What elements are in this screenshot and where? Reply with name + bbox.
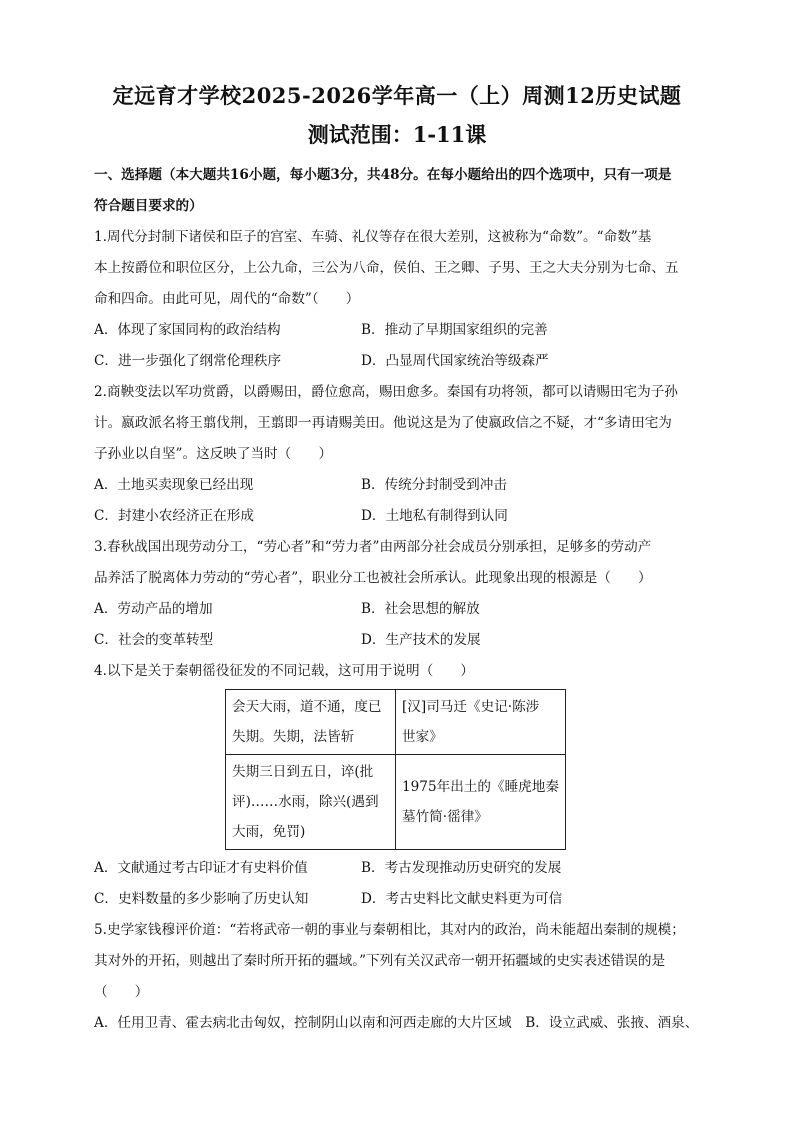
option-b[interactable]: B．社会思想的解放 <box>361 601 480 617</box>
option-c[interactable]: C．史料数量的多少影响了历史认知 <box>94 891 309 907</box>
table-row <box>226 690 566 755</box>
question-2-options-row1 <box>94 470 700 501</box>
question-4 <box>94 656 700 915</box>
option-a[interactable]: A．文献通过考古印证才有史料价值 <box>94 860 308 876</box>
option-a[interactable]: A．劳动产品的增加 <box>94 601 213 617</box>
question-5 <box>94 915 700 1039</box>
table-cell <box>396 755 566 850</box>
cell-line: 失期三日到五日，谇(批 <box>232 764 374 780</box>
cell-line: 1975年出土的《睡虎地秦 <box>402 779 559 795</box>
question-1-line: 命和四命。由此可见，周代的“命数”（ ） <box>94 291 360 307</box>
table-cell <box>226 755 396 850</box>
question-5-line: （ ） <box>94 984 149 1000</box>
question-1-options-row2 <box>94 346 700 377</box>
question-2-line: 2.商鞅变法以军功赏爵，以爵赐田，爵位愈高，赐田愈多。秦国有功将领，都可以请赐田宅为子孙 <box>94 384 678 400</box>
option-c[interactable]: C．进一步强化了纲常伦理秩序 <box>94 353 282 369</box>
question-5-line: 其对外的开拓，则越出了秦时所开拓的疆域。”下列有关汉武帝一朝开拓疆域的史实表述错误的是 <box>94 953 666 969</box>
section-heading-line2: 符合题目要求的） <box>94 198 203 214</box>
question-2-line: 子孙业以自坚”。这反映了当时（ ） <box>94 446 333 462</box>
table-cell <box>226 690 396 755</box>
option-d[interactable]: D．土地私有制得到认同 <box>361 508 508 524</box>
question-2-options-row2 <box>94 501 700 532</box>
question-5-line: 5.史学家钱穆评价道：“若将武帝一朝的事业与秦朝相比，其对内的政治，尚未能超出秦制的规模； <box>94 922 685 938</box>
option-d[interactable]: D．凸显周代国家统治等级森严 <box>361 353 549 369</box>
option-c[interactable]: C．封建小农经济正在形成 <box>94 508 254 524</box>
section-heading-line1: 一、选择题（本大题共16小题，每小题3分，共48分。在每小题给出的四个选项中，只有一项是 <box>94 167 672 183</box>
option-a[interactable]: A．体现了家国同构的政治结构 <box>94 322 281 338</box>
question-3-line: 3.春秋战国出现劳动分工，“劳心者”和“劳力者”由两部分社会成员分别承担，足够多的劳动产 <box>94 539 652 555</box>
question-3 <box>94 532 700 656</box>
question-1-options-row1 <box>94 315 700 346</box>
question-1-line: 本上按爵位和职位区分，上公九命，三公为八命，侯伯、王之卿、子男、王之大夫分别为七命、五 <box>94 260 679 276</box>
option-b[interactable]: B．传统分封制受到冲击 <box>361 477 507 493</box>
option-b[interactable]: B．推动了早期国家组织的完善 <box>361 322 548 338</box>
page-title: 定远育才学校2025-2026学年高一（上）周测12历史试题 <box>112 83 682 108</box>
option-c[interactable]: C．社会的变革转型 <box>94 632 214 648</box>
option-d[interactable]: D．生产技术的发展 <box>361 632 481 648</box>
page-subtitle: 测试范围：1-11课 <box>307 122 487 147</box>
question-2-line: 计。嬴政派名将王翦伐荆，王翦即一再请赐美田。他说这是为了使嬴政信之不疑，才“多请田宅为 <box>94 415 672 431</box>
question-3-line: 品养活了脱离体力劳动的“劳心者”，职业分工也被社会所承认。此现象出现的根源是（ ） <box>94 570 652 586</box>
option-a[interactable]: A．土地买卖现象已经出现 <box>94 477 254 493</box>
cell-line: 会天大雨，道不通，度已 <box>232 699 382 715</box>
cell-line: 墓竹简·徭律》 <box>402 809 488 825</box>
question-4-options-row1 <box>94 853 700 884</box>
table-cell <box>396 690 566 755</box>
question-1-line: 1.周代分封制下诸侯和臣子的宫室、车骑、礼仪等存在很大差别，这被称为“命数”。“命数”基 <box>94 229 652 245</box>
question-4-options-row2 <box>94 884 700 915</box>
option-d[interactable]: D．考古史料比文献史料更为可信 <box>361 891 563 907</box>
question-2 <box>94 377 700 532</box>
cell-line: [汉]司马迁《史记·陈涉 <box>402 699 540 715</box>
cell-line: 评)……水雨，除兴(遇到 <box>232 794 379 810</box>
table-row <box>226 755 566 850</box>
question-3-options-row1 <box>94 594 700 625</box>
exam-content <box>94 160 700 1039</box>
cell-line: 世家》 <box>402 729 443 745</box>
source-table <box>225 689 566 850</box>
question-5-options-row1[interactable]: A．任用卫青、霍去病北击匈奴，控制阴山以南和河西走廊的大片区域 B．设立武威、张掖、酒泉、 <box>94 1015 699 1031</box>
question-1 <box>94 222 700 377</box>
option-b[interactable]: B．考古发现推动历史研究的发展 <box>361 860 562 876</box>
cell-line: 失期。失期，法皆斩 <box>232 729 355 745</box>
question-3-options-row2 <box>94 625 700 656</box>
cell-line: 大雨，免罚) <box>232 824 306 840</box>
question-4-line: 4.以下是关于秦朝徭役征发的不同记载，这可用于说明（ ） <box>94 663 474 679</box>
